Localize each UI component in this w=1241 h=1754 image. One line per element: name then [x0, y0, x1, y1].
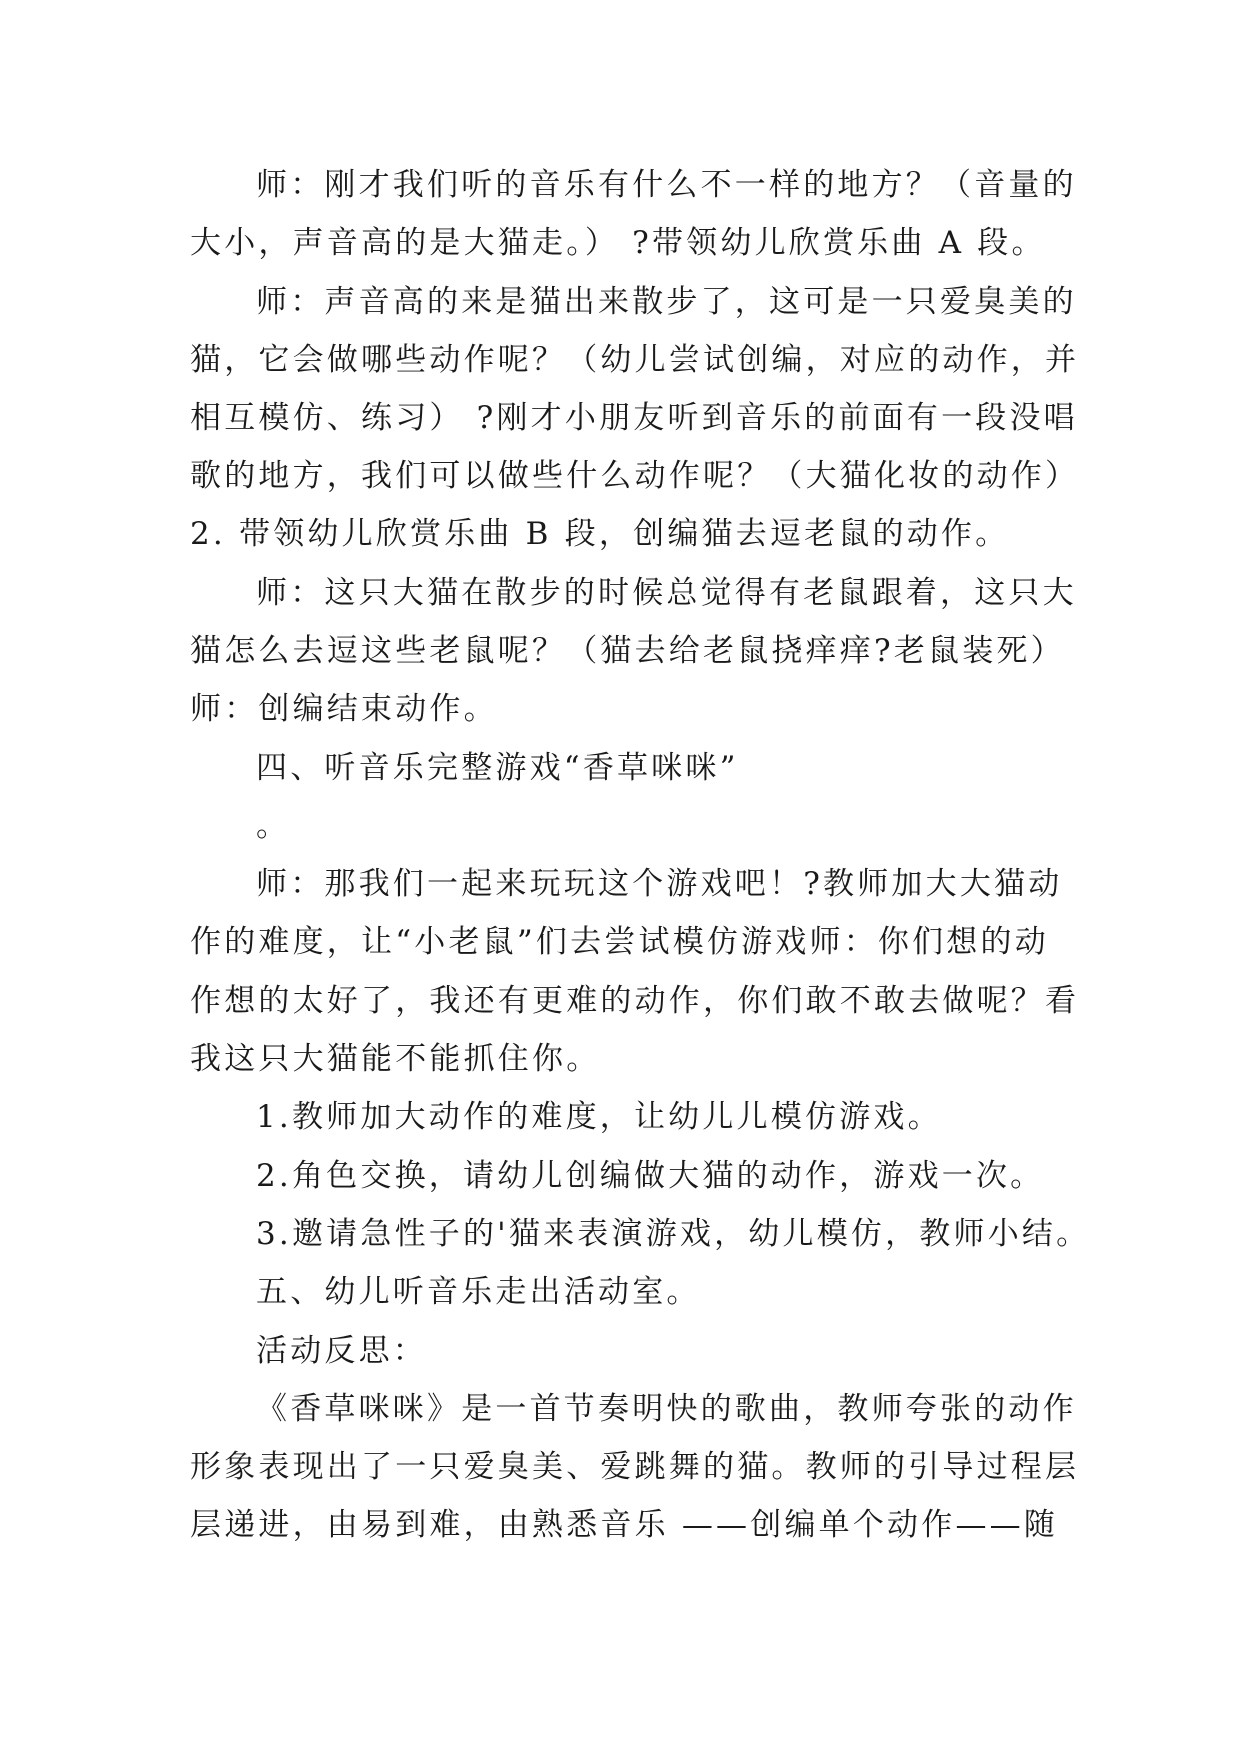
text-line: 《香草咪咪》是一首节奏明快的歌曲，教师夸张的动作 [256, 1391, 1077, 1427]
text-line: 猫怎么去逗这些老鼠呢？（猫去给老鼠挠痒痒?老鼠装死） [190, 633, 1065, 669]
text-line: 猫，它会做哪些动作呢？（幼儿尝试创编，对应的动作，并 [190, 342, 1080, 378]
text-line: 师：声音高的来是猫出来散步了，这可是一只爱臭美的 [256, 284, 1077, 320]
text-line: 2. 带领幼儿欣赏乐曲 B 段，创编猫去逗老鼠的动作。 [190, 516, 1010, 552]
list-item: 3.邀请急性子的'猫来表演游戏，幼儿模仿，教师小结。 [256, 1216, 1091, 1252]
text-line: 师：刚才我们听的音乐有什么不一样的地方？（音量的 [256, 167, 1077, 203]
section-heading: 四、听音乐完整游戏“香草咪咪” [256, 750, 739, 786]
text-line: 师：这只大猫在散步的时候总觉得有老鼠跟着，这只大 [256, 575, 1077, 611]
text-line: 。 [256, 808, 291, 844]
list-item: 1.教师加大动作的难度，让幼儿儿模仿游戏。 [256, 1099, 942, 1135]
text-line: 我这只大猫能不能抓住你。 [190, 1041, 601, 1077]
text-line: 相互模仿、练习） ?刚才小朋友听到音乐的前面有一段没唱 [190, 400, 1078, 436]
list-item: 2.角色交换，请幼儿创编做大猫的动作，游戏一次。 [256, 1158, 1045, 1194]
section-heading: 五、幼儿听音乐走出活动室。 [256, 1274, 701, 1310]
text-line: 作的难度，让“小老鼠”们去尝试模仿游戏师：你们想的动 [190, 924, 1049, 960]
text-line: 层递进，由易到难，由熟悉音乐 ——创编单个动作——随 [190, 1507, 1059, 1543]
section-heading: 活动反思： [256, 1333, 427, 1369]
text-line: 大小，声音高的是大猫走。） ?带领幼儿欣赏乐曲 A 段。 [190, 225, 1046, 261]
text-line: 形象表现出了一只爱臭美、爱跳舞的猫。教师的引导过程层 [190, 1449, 1080, 1485]
text-line: 师：创编结束动作。 [190, 691, 498, 727]
text-line: 师：那我们一起来玩玩这个游戏吧！?教师加大大猫动 [256, 866, 1063, 902]
text-line: 歌的地方，我们可以做些什么动作呢？（大猫化妆的动作） [190, 458, 1080, 494]
text-line: 作想的太好了，我还有更难的动作，你们敢不敢去做呢？看 [190, 983, 1080, 1019]
